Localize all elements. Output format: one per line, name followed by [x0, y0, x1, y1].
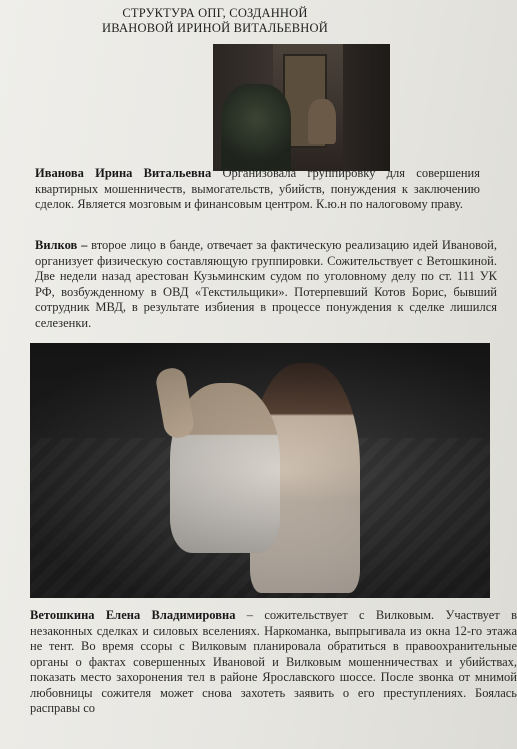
person-name: Ветошкина Елена Владимировна	[30, 608, 236, 622]
person-description: Организовала группировку для совершения квартирных мошенничеств, вымогательств, убийств, понуждения к заключению сделок. Является мозговым и финансовым центром. К.ю.н по налоговому праву.	[35, 166, 480, 211]
group-photo-vilkov-vetoshkina	[30, 343, 490, 598]
person-name: Иванова Ирина Витальевна	[35, 166, 212, 180]
portrait-photo-ivanova	[213, 44, 390, 171]
title-line-2: ИВАНОВОЙ ИРИНОЙ ВИТАЛЬЕВНОЙ	[102, 21, 328, 35]
title-line-1: СТРУКТУРА ОПГ, СОЗДАННОЙ	[122, 6, 308, 20]
section-vetoshkina	[30, 608, 517, 717]
person-name: Вилков –	[35, 238, 88, 252]
person-description: – сожительствует с Вилковым. Участвует в незаконных сделках и силовых вселениях. Наркоманка, выпрыгивала из окна 12-го этажа не тент. Во время ссоры с Вилковым планировала обратиться в правоохранительные органы о фактах совершенных Ивановой и Вилковым мошенничествах и убийствах, показать место захоронения тел в районе Ярославского шоссе. После звонка от мнимой любовницы сожителя может снова захотеть заявить о его преступлениях. Боялась расправы со	[30, 608, 517, 715]
section-ivanova	[35, 166, 480, 213]
person-description: второе лицо в банде, отвечает за фактическую реализацию идей Ивановой, организует физическую составляющую группировки. Сожительствует с Ветошкиной. Две недели назад арестован Кузьминским судом по уголовному делу по ст. 111 УК РФ, возбужденному в ОВД «Текстильщики». Потерпевший Котов Борис, бывший сотрудник МВД, в результате избиения в процессе понуждения к сделке лишился селезенки.	[35, 238, 497, 330]
section-vilkov	[35, 238, 497, 331]
document-title	[60, 6, 370, 36]
